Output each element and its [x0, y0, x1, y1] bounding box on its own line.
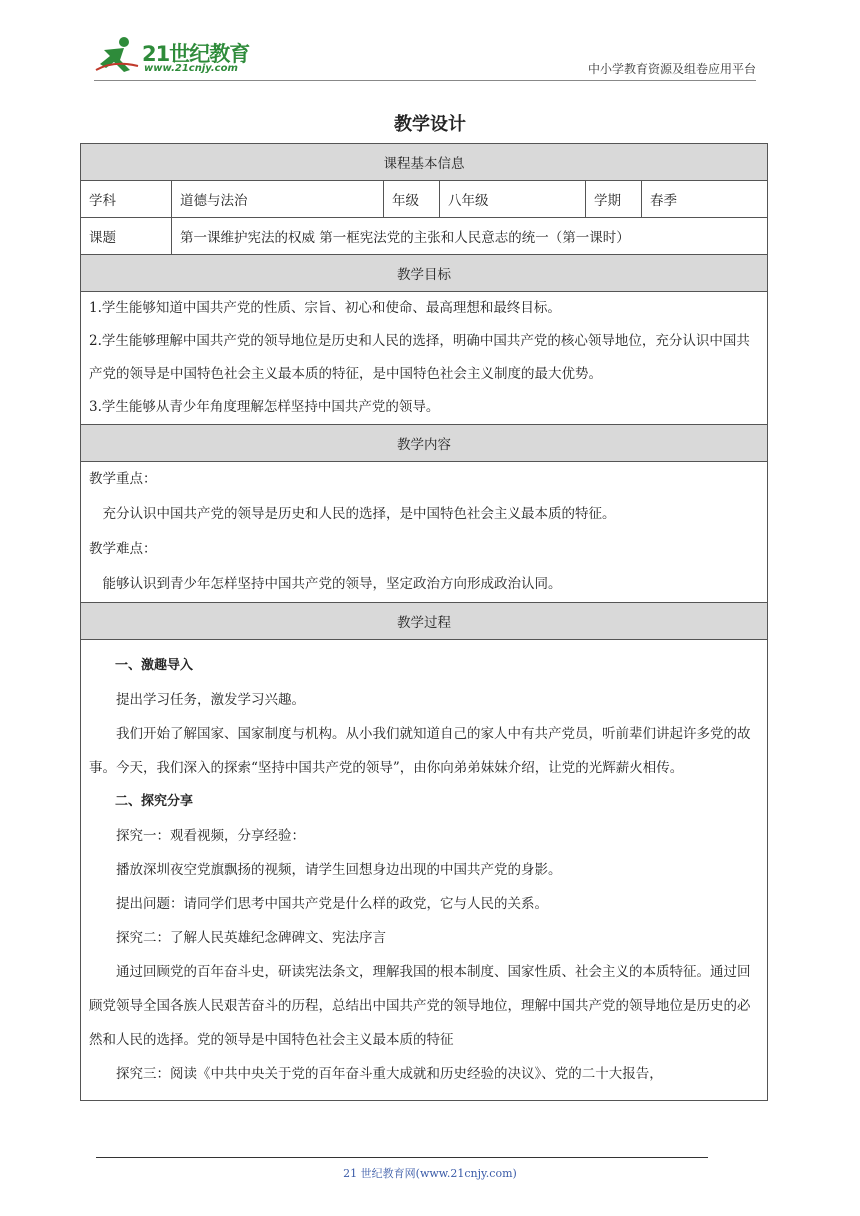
- process-paragraph: 我们开始了解国家、国家制度与机构。从小我们就知道自己的家人中有共产党员，听前辈们讲起许多党的故事。今天，我们深入的探索“坚持中国共产党的领导”，由你向弟弟妹妹介绍，让党的光辉薪火相传。: [89, 726, 751, 776]
- process-paragraph: 提出学习任务，激发学习兴趣。: [116, 692, 305, 708]
- subject-label: 学科: [81, 181, 172, 218]
- process-paragraph: 播放深圳夜空党旗飘扬的视频，请学生回想身边出现的中国共产党的身影。: [116, 862, 562, 878]
- footer-link[interactable]: 21 世纪教育网(www.21cnjy.com): [343, 1167, 517, 1180]
- logo-url: www.21cnjy.com: [144, 63, 238, 74]
- document-title: 教学设计: [394, 114, 466, 135]
- site-logo[interactable]: [94, 36, 264, 76]
- header-tagline: 中小学教育资源及组卷应用平台: [587, 62, 756, 76]
- content-body: [81, 462, 768, 603]
- process-paragraph: 探究二：了解人民英雄纪念碑碑文、宪法序言: [116, 930, 386, 946]
- difficulty-label: 教学难点：: [89, 541, 157, 557]
- grade-label: 年级: [384, 181, 440, 218]
- goal-item: 1.学生能够知道中国共产党的性质、宗旨、初心和使命、最高理想和最终目标。: [89, 300, 561, 316]
- process-paragraph: 通过回顾党的百年奋斗史，研读宪法条文，理解我国的根本制度、国家性质、社会主义的本质特征。通过回顾党领导全国各族人民艰苦奋斗的历程，总结出中国共产党的领导地位，理解中国共产党的领导地位是历史的必然和人民的选择。党的领导是中国特色社会主义最本质的特征: [89, 964, 751, 1048]
- term-label: 学期: [586, 181, 642, 218]
- topic-value: 第一课维护宪法的权威 第一框宪法党的主张和人民意志的统一（第一课时）: [172, 218, 768, 255]
- grade-value: 八年级: [440, 181, 586, 218]
- process-step-title: 二、探究分享: [115, 794, 194, 809]
- process-step-title: 一、激趣导入: [115, 658, 194, 673]
- term-value: 春季: [642, 181, 768, 218]
- goal-item: 3.学生能够从青少年角度理解怎样坚持中国共产党的领导。: [89, 399, 440, 415]
- content-header: 教学内容: [81, 425, 768, 462]
- key-point-label: 教学重点：: [89, 471, 157, 487]
- logo-text: 21世纪教育: [142, 42, 250, 66]
- lesson-plan-table: [80, 143, 768, 1101]
- header-divider: [94, 80, 756, 81]
- goals-body: [81, 292, 768, 425]
- process-body: [81, 640, 768, 1101]
- difficulty-text: 能够认识到青少年怎样坚持中国共产党的领导，坚定政治方向形成政治认同。: [102, 576, 562, 592]
- subject-value: 道德与法治: [172, 181, 384, 218]
- process-paragraph: 提出问题：请同学们思考中国共产党是什么样的政党，它与人民的关系。: [116, 896, 548, 912]
- topic-label: 课题: [81, 218, 172, 255]
- process-paragraph: 探究一：观看视频，分享经验：: [116, 828, 305, 844]
- goal-item: 2.学生能够理解中国共产党的领导地位是历史和人民的选择，明确中国共产党的核心领导地位，充分认识中国共产党的领导是中国特色社会主义最本质的特征，是中国特色社会主义制度的最大优势。: [89, 333, 750, 382]
- page-header: [94, 36, 756, 80]
- process-paragraph: 探究三：阅读《中共中央关于党的百年奋斗重大成就和历史经验的决议》、党的二十大报告，: [116, 1066, 663, 1082]
- goals-header: 教学目标: [81, 255, 768, 292]
- process-header: 教学过程: [81, 603, 768, 640]
- key-point-text: 充分认识中国共产党的领导是历史和人民的选择，是中国特色社会主义最本质的特征。: [102, 506, 616, 522]
- runner-logo-icon: [94, 36, 140, 76]
- footer-divider: [96, 1157, 708, 1158]
- basic-info-header: 课程基本信息: [81, 144, 768, 181]
